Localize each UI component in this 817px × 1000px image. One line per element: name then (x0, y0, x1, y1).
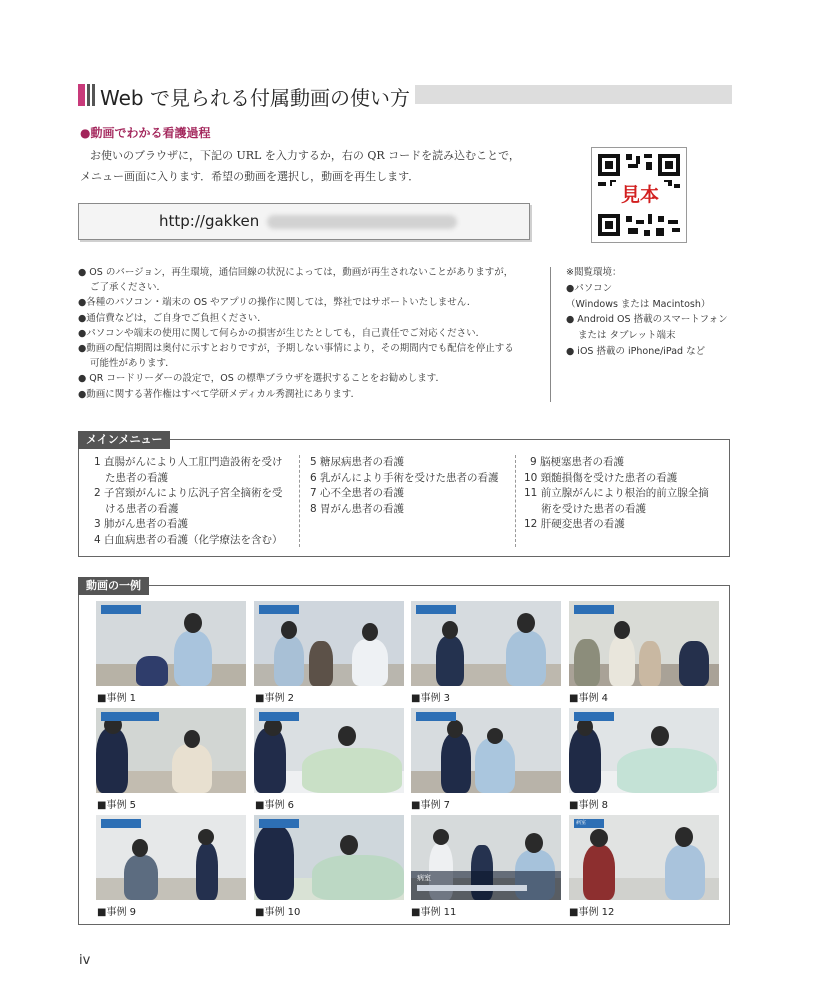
title-accent-bar (87, 84, 90, 106)
menu-item-6[interactable]: 6 乳がんにより手術を受けた患者の看護 (310, 471, 499, 484)
menu-item-1[interactable]: 1 直腸がんにより人工肛門造設術を受け (94, 456, 283, 468)
video-thumbnail-11[interactable] (411, 815, 561, 900)
title-accent-mark (78, 84, 85, 106)
note-item: ●各種のパソコン・端末の OS やアプリの操作に関しては，弊社ではサポートいたしません． (78, 297, 477, 309)
viewing-environment (566, 265, 728, 360)
menu-item-2-cont[interactable]: ける患者の看護 (105, 502, 179, 515)
video-thumbnail-3[interactable] (411, 601, 561, 686)
sample-stamp: 見本 (612, 182, 668, 208)
video-overlay-text: 病室 (574, 819, 604, 828)
main-menu-tab: メインメニュー (78, 431, 170, 449)
menu-column-3 (524, 455, 709, 533)
title-band (415, 85, 732, 104)
env-line: ※閲覧環境： (566, 267, 622, 278)
case-caption-8: ■事例 8 (569, 800, 608, 811)
page-number: iv (79, 953, 91, 968)
divider (550, 267, 551, 402)
env-line: ● iOS 搭載の iPhone/iPad など (566, 345, 706, 357)
menu-item-5[interactable]: 5 糖尿病患者の看護 (310, 456, 405, 468)
menu-item-11[interactable]: 11 前立腺がんにより根治的前立腺全摘 (524, 487, 709, 500)
title-accent-bar (92, 84, 95, 106)
case-caption-3: ■事例 3 (411, 693, 450, 704)
menu-item-9[interactable]: 9 脳梗塞患者の看護 (530, 456, 625, 468)
url-text: http://gakken (159, 212, 260, 230)
note-item: ご了承ください． (90, 282, 167, 294)
env-line: ●パソコン (566, 282, 613, 294)
section-title-bar (78, 84, 732, 110)
case-caption-7: ■事例 7 (411, 800, 450, 811)
video-thumbnail-7[interactable] (411, 708, 561, 793)
video-overlay-text: 病室 (417, 874, 431, 882)
menu-divider (515, 455, 516, 547)
menu-column-2 (310, 455, 499, 517)
env-line: （Windows または Macintosh） (566, 298, 711, 310)
case-caption-4: ■事例 4 (569, 693, 608, 704)
note-item: ●パソコンや端末の使用に関して何らかの損害が生じたとしても，自己責任でご対応ください． (78, 327, 486, 339)
menu-item-12[interactable]: 12 肝硬変患者の看護 (524, 518, 625, 531)
case-caption-11: ■事例 11 (411, 907, 457, 918)
video-thumbnail-10[interactable] (254, 815, 404, 900)
video-thumbnail-1[interactable] (96, 601, 246, 686)
case-caption-2: ■事例 2 (255, 693, 294, 704)
menu-item-1-cont[interactable]: た患者の看護 (105, 471, 168, 484)
case-caption-9: ■事例 9 (97, 907, 136, 918)
env-line: ● Android OS 搭載のスマートフォン (566, 314, 728, 326)
intro-line-2: メニュー画面に入ります．希望の動画を選択し，動画を再生します． (80, 170, 420, 183)
menu-item-8[interactable]: 8 胃がん患者の看護 (310, 502, 405, 515)
url-redacted (267, 215, 457, 229)
menu-item-2[interactable]: 2 子宮頸がんにより広汎子宮全摘術を受 (94, 487, 283, 500)
menu-item-4[interactable]: 4 白血病患者の看護（化学療法を含む） (94, 533, 283, 546)
intro-line-1: お使いのブラウザに，下記の URL を入力するか，右の QR コードを読み込むことで， (90, 149, 520, 162)
note-item: 可能性があります． (90, 358, 175, 370)
note-item: ●動画に関する著作権はすべて学研メディカル秀潤社にあります． (78, 388, 361, 400)
env-line: または タブレット端末 (578, 330, 676, 342)
url-box[interactable] (78, 203, 530, 240)
note-item: ●通信費などは，ご自身でご負担ください． (78, 312, 267, 324)
video-thumbnail-12[interactable] (569, 815, 719, 900)
video-thumbnail-6[interactable] (254, 708, 404, 793)
menu-item-11-cont[interactable]: 術を受けた患者の看護 (541, 502, 646, 515)
video-thumbnail-9[interactable] (96, 815, 246, 900)
case-caption-10: ■事例 10 (255, 907, 301, 918)
case-caption-6: ■事例 6 (255, 800, 294, 811)
note-item: ● OS のバージョン，再生環境，通信回線の状況によっては，動画が再生されないことがありますが， (78, 267, 514, 278)
case-caption-1: ■事例 1 (97, 693, 136, 704)
video-thumbnail-4[interactable] (569, 601, 719, 686)
case-caption-12: ■事例 12 (569, 907, 615, 918)
video-thumbnail-5[interactable] (96, 708, 246, 793)
notes-list (78, 265, 514, 402)
note-item: ● QR コードリーダーの設定で，OS の標準ブラウザを選択することをお勧めします． (78, 373, 445, 385)
case-caption-5: ■事例 5 (97, 800, 136, 811)
qr-code[interactable] (591, 147, 687, 243)
menu-item-7[interactable]: 7 心不全患者の看護 (310, 487, 405, 500)
menu-divider (299, 455, 300, 547)
menu-column-1 (94, 455, 283, 549)
page-title: Web で見られる付属動画の使い方 (100, 86, 410, 110)
video-thumbnail-8[interactable] (569, 708, 719, 793)
menu-item-10[interactable]: 10 頸髄損傷を受けた患者の看護 (524, 471, 678, 484)
video-examples-tab: 動画の一例 (78, 577, 149, 595)
note-item: ●動画の配信期間は奥付に示すとおりですが，予期しない事情により，その期間内でも配信を停止する (78, 343, 514, 355)
menu-item-3[interactable]: 3 肺がん患者の看護 (94, 518, 189, 531)
video-subheading: ●動画でわかる看護過程 (80, 126, 211, 140)
video-thumbnail-2[interactable] (254, 601, 404, 686)
